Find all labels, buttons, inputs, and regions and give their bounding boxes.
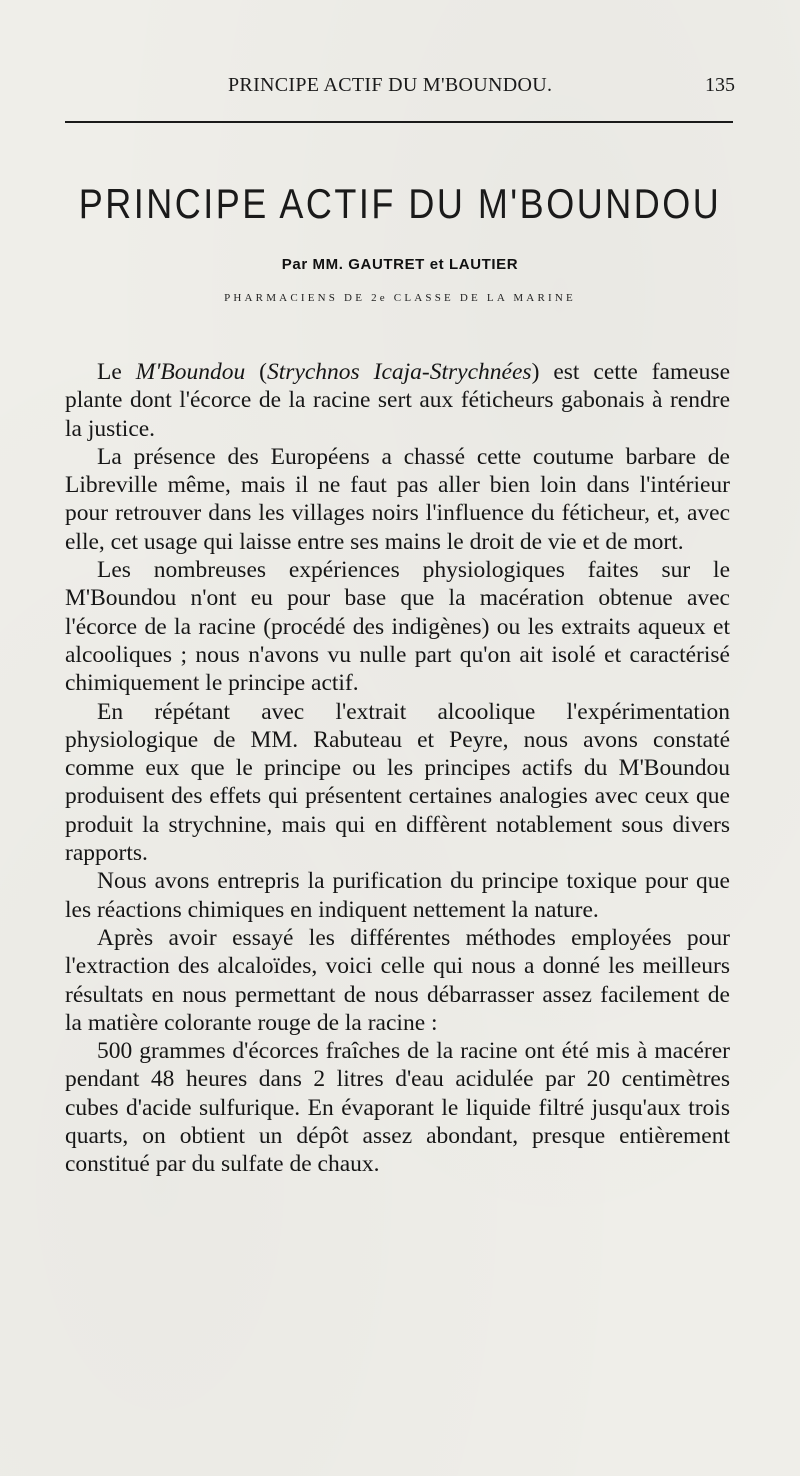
- header-rule: [65, 121, 733, 123]
- paragraph-6: Après avoir essayé les différentes méthodes employées pour l'extraction des alcaloïdes, voici celle qui nous a donné les meilleurs résultats en nous permettant de nous débarrasser assez facilement de la matière colorante rouge de la racine :: [65, 924, 730, 1036]
- article-affiliation: PHARMACIENS DE 2e CLASSE DE LA MARINE: [224, 292, 576, 304]
- latin-name: Strychnos Icaja-Strychnées: [267, 359, 532, 385]
- paragraph-4: En répétant avec l'extrait alcoolique l'expérimentation physiologique de MM. Rabuteau et Peyre, nous avons constaté comme eux que le principe ou les principes actifs du M'Boundou produisent des effets qui présentent certaines analogies avec ceux que produit la strychnine, mais qui en diffèrent notablement sous divers rapports.: [65, 698, 730, 867]
- article-title: PRINCIPE ACTIF DU M'BOUNDOU: [78, 180, 722, 228]
- paragraph-7: 500 grammes d'écorces fraîches de la racine ont été mis à macérer pendant 48 heures dans 2 litres d'eau acidulée par 20 centimètres cubes d'acide sulfurique. En évaporant le liquide filtré jusqu'aux trois quarts, on obtient un dépôt assez abondant, presque entièrement constitué par du sulfate de chaux.: [65, 1038, 730, 1178]
- page-number: 135: [705, 74, 735, 96]
- running-title: PRINCIPE ACTIF DU M'BOUNDOU.: [228, 74, 553, 96]
- paragraph-1-rest: ) est cette fameuse plante dont l'écorce de la racine sert aux féticheurs gabonais à rendre la justice.: [65, 359, 731, 442]
- paragraph-1-start: Le: [97, 359, 136, 385]
- paragraph-1: [65, 358, 730, 443]
- paragraph-2: La présence des Européens a chassé cette coutume barbare de Libreville même, mais il ne faut pas aller bien loin dans l'intérieur pour retrouver dans les villages noirs l'influence du féticheur, et, avec elle, cet usage qui laisse entre ses mains le droit de vie et de mort.: [65, 443, 730, 555]
- plant-name: M'Boundou: [135, 359, 246, 385]
- paragraph-3: Les nombreuses expériences physiologiques faites sur le M'Boundou n'ont eu pour base que la macération obtenue avec l'écorce de la racine (procédé des indigènes) ou les extraits aqueux et alcooliques ; nous n'avons vu nulle part qu'on ait isolé et caractérisé chimiquement le principe actif.: [65, 557, 730, 697]
- article-body: [65, 358, 730, 1179]
- running-head: [0, 74, 800, 104]
- paragraph-5: Nous avons entrepris la purification du principe toxique pour que les réactions chimiques en indiquent nettement la nature.: [65, 868, 730, 923]
- article-authors: Par MM. GAUTRET et LAUTIER: [281, 256, 519, 273]
- paragraph-1-paren-open: (: [245, 359, 268, 385]
